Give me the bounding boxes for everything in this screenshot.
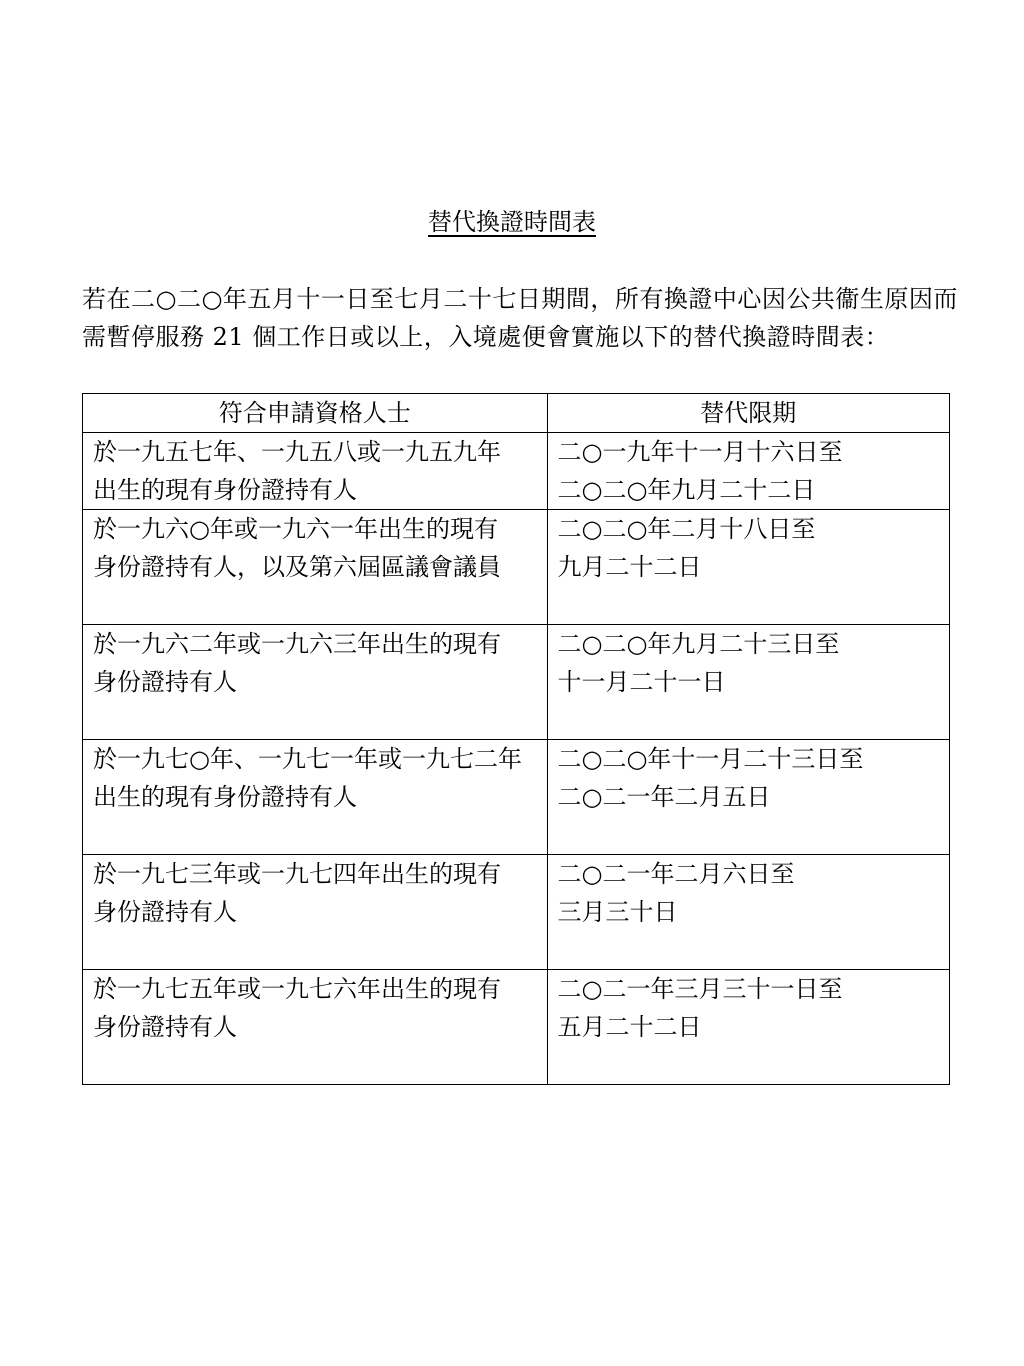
cell-line: 於一九七五年或一九七六年出生的現有: [93, 975, 501, 1003]
eligible-cell: [83, 510, 548, 625]
header-period: 替代限期: [547, 394, 950, 433]
table-row: [83, 510, 950, 625]
table-row: [83, 855, 950, 970]
eligible-cell: [83, 970, 548, 1085]
page-title: 替代換證時間表: [428, 208, 596, 236]
cell-line: 身份證持有人: [93, 1013, 237, 1041]
cell-line: 於一九七三年或一九七四年出生的現有: [93, 860, 501, 888]
cell-line: 二○二○年九月二十三日至: [557, 630, 840, 658]
period-cell: [547, 433, 950, 510]
period-cell: [547, 855, 950, 970]
cell-line: 身份證持有人: [93, 898, 237, 926]
cell-line: 三月三十日: [557, 898, 678, 926]
table-row: [83, 740, 950, 855]
cell-line: 身份證持有人: [93, 668, 237, 696]
cell-line: 二○二一年二月五日: [557, 783, 771, 811]
eligible-cell: [83, 433, 548, 510]
cell-line: 於一九六二年或一九六三年出生的現有: [93, 630, 501, 658]
period-cell: [547, 625, 950, 740]
header-eligible: 符合申請資格人士: [83, 394, 548, 433]
cell-line: 二○二○年九月二十二日: [557, 476, 816, 504]
cell-line: 於一九七○年、一九七一年或一九七二年: [93, 745, 522, 773]
cell-line: 身份證持有人，以及第六屆區議會議員: [93, 553, 501, 581]
period-cell: [547, 510, 950, 625]
cell-line: 於一九六○年或一九六一年出生的現有: [93, 515, 498, 543]
cell-line: 出生的現有身份證持有人: [93, 476, 357, 504]
cell-line: 二○二一年二月六日至: [557, 860, 795, 888]
cell-line: 二○二一年三月三十一日至: [557, 975, 843, 1003]
table-row: [83, 625, 950, 740]
cell-line: 於一九五七年、一九五八或一九五九年: [93, 438, 501, 466]
cell-line: 二○二○年十一月二十三日至: [557, 745, 864, 773]
table-row: [83, 970, 950, 1085]
eligible-cell: [83, 855, 548, 970]
table-header-row: [83, 394, 950, 433]
cell-line: 十一月二十一日: [557, 668, 726, 696]
table-row: [83, 433, 950, 510]
cell-line: 五月二十二日: [557, 1013, 702, 1041]
cell-line: 九月二十二日: [557, 553, 702, 581]
cell-line: 出生的現有身份證持有人: [93, 783, 357, 811]
intro-paragraph: 若在二○二○年五月十一日至七月二十七日期間，所有換證中心因公共衞生原因而需暫停服務 21 個工作日或以上，入境處便會實施以下的替代換證時間表：: [82, 285, 958, 351]
cell-line: 二○二○年二月十八日至: [557, 515, 816, 543]
period-cell: [547, 970, 950, 1085]
eligible-cell: [83, 625, 548, 740]
period-cell: [547, 740, 950, 855]
eligible-cell: [83, 740, 548, 855]
cell-line: 二○一九年十一月十六日至: [557, 438, 843, 466]
replacement-schedule-table: [82, 393, 950, 1085]
